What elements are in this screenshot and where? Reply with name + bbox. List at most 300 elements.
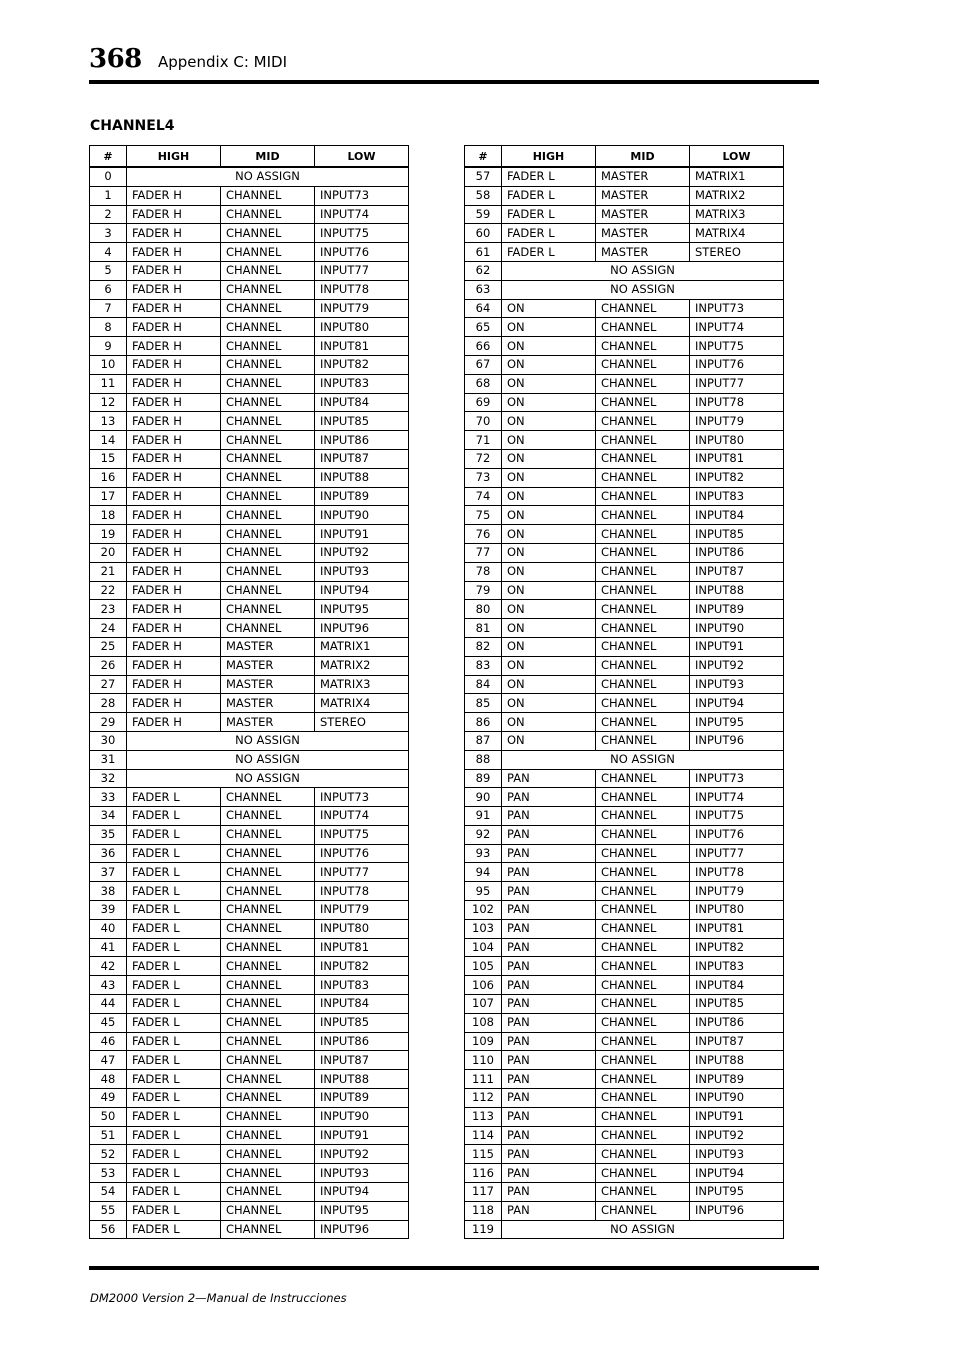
mid-cell: CHANNEL	[221, 957, 315, 976]
table-row	[465, 468, 784, 487]
mid-cell: CHANNEL	[221, 1070, 315, 1089]
table-row	[465, 1201, 784, 1220]
table-row	[465, 1126, 784, 1145]
mid-cell: CHANNEL	[596, 1089, 690, 1108]
high-cell: FADER L	[127, 844, 221, 863]
low-cell: INPUT80	[315, 919, 409, 938]
mid-cell: CHANNEL	[221, 995, 315, 1014]
low-cell: INPUT95	[315, 600, 409, 619]
table-row	[465, 506, 784, 525]
high-cell: ON	[502, 694, 596, 713]
no-assign-cell: NO ASSIGN	[127, 167, 409, 186]
page-number: 368	[89, 44, 142, 74]
mid-cell: CHANNEL	[596, 393, 690, 412]
row-number: 110	[465, 1051, 502, 1070]
row-number: 91	[465, 807, 502, 826]
mid-cell: CHANNEL	[596, 995, 690, 1014]
table-row	[90, 919, 409, 938]
low-cell: INPUT81	[690, 919, 784, 938]
mid-cell: CHANNEL	[221, 1126, 315, 1145]
table-row	[465, 487, 784, 506]
table-row	[90, 431, 409, 450]
row-number: 103	[465, 919, 502, 938]
table-row	[90, 1220, 409, 1239]
high-cell: PAN	[502, 788, 596, 807]
high-cell: PAN	[502, 919, 596, 938]
table-row	[90, 882, 409, 901]
high-cell: FADER L	[127, 1089, 221, 1108]
mid-cell: CHANNEL	[221, 825, 315, 844]
mid-cell: MASTER	[221, 694, 315, 713]
table-row	[90, 863, 409, 882]
mid-cell: CHANNEL	[596, 337, 690, 356]
row-number: 85	[465, 694, 502, 713]
low-cell: INPUT89	[690, 600, 784, 619]
high-cell: ON	[502, 355, 596, 374]
high-cell: PAN	[502, 769, 596, 788]
low-cell: INPUT73	[690, 299, 784, 318]
low-cell: INPUT88	[690, 1051, 784, 1070]
mid-cell: MASTER	[221, 713, 315, 732]
table-row	[465, 412, 784, 431]
mid-cell: CHANNEL	[221, 355, 315, 374]
low-cell: INPUT95	[315, 1201, 409, 1220]
high-cell: PAN	[502, 1013, 596, 1032]
column-header-high: HIGH	[502, 146, 596, 168]
low-cell: MATRIX3	[315, 675, 409, 694]
high-cell: PAN	[502, 1032, 596, 1051]
table-row	[465, 1183, 784, 1202]
table-row	[90, 337, 409, 356]
row-number: 32	[90, 769, 127, 788]
high-cell: PAN	[502, 976, 596, 995]
table-row	[465, 619, 784, 638]
table-row	[90, 600, 409, 619]
mid-cell: CHANNEL	[596, 600, 690, 619]
low-cell: INPUT96	[315, 619, 409, 638]
high-cell: FADER H	[127, 280, 221, 299]
mid-cell: CHANNEL	[221, 976, 315, 995]
row-number: 2	[90, 205, 127, 224]
high-cell: PAN	[502, 1183, 596, 1202]
mid-cell: CHANNEL	[221, 844, 315, 863]
low-cell: INPUT76	[690, 825, 784, 844]
row-number: 18	[90, 506, 127, 525]
row-number: 86	[465, 713, 502, 732]
mid-cell: CHANNEL	[596, 1145, 690, 1164]
high-cell: FADER L	[502, 186, 596, 205]
mid-cell: CHANNEL	[596, 713, 690, 732]
mid-cell: CHANNEL	[596, 355, 690, 374]
high-cell: PAN	[502, 863, 596, 882]
column-header-high: HIGH	[127, 146, 221, 168]
table-row	[90, 901, 409, 920]
table-row	[465, 1145, 784, 1164]
row-number: 93	[465, 844, 502, 863]
mid-cell: CHANNEL	[596, 449, 690, 468]
row-number: 12	[90, 393, 127, 412]
mid-cell: CHANNEL	[596, 788, 690, 807]
table-row	[465, 807, 784, 826]
row-number: 114	[465, 1126, 502, 1145]
high-cell: FADER L	[127, 1032, 221, 1051]
high-cell: ON	[502, 675, 596, 694]
table-row	[90, 713, 409, 732]
high-cell: FADER H	[127, 468, 221, 487]
high-cell: FADER H	[127, 412, 221, 431]
high-cell: ON	[502, 619, 596, 638]
footer-rule	[89, 1266, 819, 1270]
table-row	[90, 844, 409, 863]
high-cell: FADER L	[127, 995, 221, 1014]
mid-cell: CHANNEL	[221, 186, 315, 205]
table-row	[465, 1089, 784, 1108]
row-number: 107	[465, 995, 502, 1014]
mid-cell: CHANNEL	[221, 468, 315, 487]
high-cell: FADER L	[127, 1183, 221, 1202]
row-number: 66	[465, 337, 502, 356]
mid-cell: CHANNEL	[221, 205, 315, 224]
mid-cell: CHANNEL	[221, 1089, 315, 1108]
table-row	[465, 449, 784, 468]
table-row	[90, 1201, 409, 1220]
mid-cell: CHANNEL	[221, 280, 315, 299]
table-row	[90, 731, 409, 750]
mid-cell: CHANNEL	[596, 506, 690, 525]
mid-cell: CHANNEL	[596, 619, 690, 638]
row-number: 62	[465, 261, 502, 280]
table-row	[465, 750, 784, 769]
mid-cell: CHANNEL	[221, 1051, 315, 1070]
mid-cell: CHANNEL	[221, 487, 315, 506]
mid-cell: CHANNEL	[221, 562, 315, 581]
table-row	[465, 656, 784, 675]
table-row	[90, 1107, 409, 1126]
low-cell: INPUT91	[690, 637, 784, 656]
high-cell: PAN	[502, 1107, 596, 1126]
low-cell: INPUT77	[690, 374, 784, 393]
row-number: 80	[465, 600, 502, 619]
low-cell: INPUT92	[690, 656, 784, 675]
mid-cell: CHANNEL	[596, 525, 690, 544]
table-row	[90, 355, 409, 374]
table-row	[465, 393, 784, 412]
mid-cell: CHANNEL	[221, 1220, 315, 1239]
low-cell: INPUT95	[690, 713, 784, 732]
table-row	[465, 825, 784, 844]
table-row	[90, 750, 409, 769]
low-cell: INPUT95	[690, 1183, 784, 1202]
column-header-low: LOW	[315, 146, 409, 168]
table-row	[90, 562, 409, 581]
low-cell: INPUT92	[315, 1145, 409, 1164]
row-number: 117	[465, 1183, 502, 1202]
table-row	[465, 1051, 784, 1070]
low-cell: INPUT82	[690, 938, 784, 957]
high-cell: ON	[502, 713, 596, 732]
high-cell: FADER H	[127, 186, 221, 205]
mid-cell: CHANNEL	[596, 1201, 690, 1220]
mid-cell: CHANNEL	[221, 1145, 315, 1164]
row-number: 29	[90, 713, 127, 732]
row-number: 11	[90, 374, 127, 393]
low-cell: INPUT82	[690, 468, 784, 487]
row-number: 33	[90, 788, 127, 807]
table-row	[465, 1164, 784, 1183]
low-cell: INPUT77	[315, 261, 409, 280]
low-cell: INPUT94	[690, 694, 784, 713]
row-number: 118	[465, 1201, 502, 1220]
row-number: 52	[90, 1145, 127, 1164]
table-row	[465, 694, 784, 713]
low-cell: INPUT83	[315, 976, 409, 995]
column-header-low: LOW	[690, 146, 784, 168]
low-cell: INPUT80	[690, 901, 784, 920]
high-cell: FADER H	[127, 675, 221, 694]
table-row	[465, 525, 784, 544]
high-cell: FADER H	[127, 656, 221, 675]
low-cell: INPUT88	[315, 1070, 409, 1089]
mid-cell: CHANNEL	[596, 938, 690, 957]
footer-text: DM2000 Version 2—Manual de Instrucciones	[90, 1291, 347, 1305]
mid-cell: MASTER	[596, 243, 690, 262]
low-cell: INPUT84	[315, 393, 409, 412]
high-cell: ON	[502, 299, 596, 318]
mid-cell: CHANNEL	[221, 431, 315, 450]
table-row	[465, 713, 784, 732]
table-row	[465, 261, 784, 280]
row-number: 82	[465, 637, 502, 656]
low-cell: INPUT94	[690, 1164, 784, 1183]
row-number: 94	[465, 863, 502, 882]
high-cell: PAN	[502, 1051, 596, 1070]
row-number: 88	[465, 750, 502, 769]
low-cell: INPUT96	[690, 731, 784, 750]
high-cell: ON	[502, 449, 596, 468]
low-cell: INPUT94	[315, 1183, 409, 1202]
mid-cell: CHANNEL	[221, 863, 315, 882]
low-cell: INPUT93	[690, 1145, 784, 1164]
mid-cell: CHANNEL	[221, 1013, 315, 1032]
high-cell: ON	[502, 431, 596, 450]
low-cell: INPUT86	[690, 1013, 784, 1032]
table-row	[90, 374, 409, 393]
column-header-number: #	[90, 146, 127, 168]
row-number: 59	[465, 205, 502, 224]
row-number: 26	[90, 656, 127, 675]
low-cell: INPUT86	[315, 431, 409, 450]
high-cell: FADER H	[127, 374, 221, 393]
low-cell: INPUT82	[315, 957, 409, 976]
row-number: 106	[465, 976, 502, 995]
high-cell: PAN	[502, 901, 596, 920]
row-number: 13	[90, 412, 127, 431]
high-cell: ON	[502, 581, 596, 600]
row-number: 47	[90, 1051, 127, 1070]
low-cell: INPUT78	[315, 280, 409, 299]
row-number: 65	[465, 318, 502, 337]
table-row	[465, 318, 784, 337]
high-cell: FADER H	[127, 713, 221, 732]
table-row	[90, 995, 409, 1014]
low-cell: INPUT93	[690, 675, 784, 694]
high-cell: ON	[502, 412, 596, 431]
row-number: 70	[465, 412, 502, 431]
table-row	[90, 788, 409, 807]
low-cell: INPUT75	[690, 337, 784, 356]
high-cell: ON	[502, 525, 596, 544]
high-cell: FADER H	[127, 431, 221, 450]
table-row	[465, 863, 784, 882]
no-assign-cell: NO ASSIGN	[127, 750, 409, 769]
midi-table-right	[464, 145, 784, 1239]
low-cell: MATRIX1	[690, 167, 784, 186]
table-body-right	[465, 167, 784, 1239]
low-cell: INPUT76	[315, 243, 409, 262]
row-number: 21	[90, 562, 127, 581]
high-cell: FADER L	[127, 1013, 221, 1032]
table-header-row	[465, 146, 784, 168]
row-number: 78	[465, 562, 502, 581]
row-number: 45	[90, 1013, 127, 1032]
table-row	[90, 675, 409, 694]
mid-cell: CHANNEL	[596, 1164, 690, 1183]
row-number: 87	[465, 731, 502, 750]
table-row	[465, 1032, 784, 1051]
high-cell: FADER H	[127, 318, 221, 337]
row-number: 31	[90, 750, 127, 769]
table-row	[465, 637, 784, 656]
row-number: 15	[90, 449, 127, 468]
row-number: 60	[465, 224, 502, 243]
row-number: 50	[90, 1107, 127, 1126]
table-row	[465, 600, 784, 619]
low-cell: INPUT76	[315, 844, 409, 863]
low-cell: INPUT90	[315, 506, 409, 525]
no-assign-cell: NO ASSIGN	[502, 750, 784, 769]
row-number: 37	[90, 863, 127, 882]
table-row	[465, 901, 784, 920]
high-cell: FADER H	[127, 637, 221, 656]
table-row	[90, 261, 409, 280]
low-cell: INPUT80	[315, 318, 409, 337]
mid-cell: CHANNEL	[221, 919, 315, 938]
row-number: 108	[465, 1013, 502, 1032]
mid-cell: CHANNEL	[221, 243, 315, 262]
high-cell: FADER H	[127, 694, 221, 713]
high-cell: FADER H	[127, 355, 221, 374]
low-cell: INPUT86	[690, 543, 784, 562]
mid-cell: CHANNEL	[596, 1032, 690, 1051]
table-row	[90, 224, 409, 243]
high-cell: FADER H	[127, 562, 221, 581]
table-row	[90, 694, 409, 713]
high-cell: FADER L	[127, 976, 221, 995]
high-cell: FADER L	[127, 1220, 221, 1239]
mid-cell: MASTER	[221, 675, 315, 694]
table-row	[465, 938, 784, 957]
mid-cell: MASTER	[221, 656, 315, 675]
row-number: 30	[90, 731, 127, 750]
low-cell: INPUT91	[690, 1107, 784, 1126]
row-number: 4	[90, 243, 127, 262]
high-cell: FADER L	[127, 1070, 221, 1089]
high-cell: ON	[502, 600, 596, 619]
column-header-mid: MID	[596, 146, 690, 168]
column-header-mid: MID	[221, 146, 315, 168]
table-row	[465, 995, 784, 1014]
row-number: 102	[465, 901, 502, 920]
low-cell: INPUT88	[315, 468, 409, 487]
low-cell: INPUT89	[315, 1089, 409, 1108]
low-cell: INPUT81	[315, 337, 409, 356]
table-row	[465, 167, 784, 186]
mid-cell: MASTER	[596, 167, 690, 186]
row-number: 9	[90, 337, 127, 356]
row-number: 34	[90, 807, 127, 826]
table-row	[465, 224, 784, 243]
mid-cell: CHANNEL	[596, 374, 690, 393]
high-cell: FADER L	[127, 807, 221, 826]
high-cell: ON	[502, 506, 596, 525]
low-cell: INPUT78	[315, 882, 409, 901]
mid-cell: CHANNEL	[221, 600, 315, 619]
high-cell: PAN	[502, 1145, 596, 1164]
row-number: 111	[465, 1070, 502, 1089]
row-number: 113	[465, 1107, 502, 1126]
table-row	[90, 957, 409, 976]
table-row	[465, 431, 784, 450]
low-cell: MATRIX4	[690, 224, 784, 243]
row-number: 57	[465, 167, 502, 186]
mid-cell: CHANNEL	[596, 1051, 690, 1070]
high-cell: ON	[502, 562, 596, 581]
table-row	[90, 468, 409, 487]
low-cell: INPUT90	[690, 1089, 784, 1108]
table-row	[90, 656, 409, 675]
high-cell: FADER H	[127, 600, 221, 619]
table-row	[90, 393, 409, 412]
mid-cell: CHANNEL	[596, 581, 690, 600]
row-number: 71	[465, 431, 502, 450]
mid-cell: CHANNEL	[596, 901, 690, 920]
row-number: 61	[465, 243, 502, 262]
low-cell: INPUT76	[690, 355, 784, 374]
mid-cell: CHANNEL	[596, 656, 690, 675]
low-cell: MATRIX2	[690, 186, 784, 205]
mid-cell: CHANNEL	[221, 938, 315, 957]
mid-cell: CHANNEL	[596, 543, 690, 562]
table-row	[465, 280, 784, 299]
table-row	[90, 1089, 409, 1108]
low-cell: INPUT93	[315, 1164, 409, 1183]
mid-cell: CHANNEL	[221, 901, 315, 920]
table-row	[90, 1183, 409, 1202]
high-cell: FADER H	[127, 337, 221, 356]
mid-cell: CHANNEL	[221, 1183, 315, 1202]
low-cell: INPUT81	[315, 938, 409, 957]
row-number: 7	[90, 299, 127, 318]
table-row	[90, 1032, 409, 1051]
high-cell: FADER L	[127, 882, 221, 901]
row-number: 119	[465, 1220, 502, 1239]
mid-cell: CHANNEL	[221, 337, 315, 356]
row-number: 10	[90, 355, 127, 374]
header-rule	[89, 80, 819, 84]
low-cell: INPUT73	[690, 769, 784, 788]
high-cell: FADER L	[127, 788, 221, 807]
low-cell: INPUT89	[315, 487, 409, 506]
